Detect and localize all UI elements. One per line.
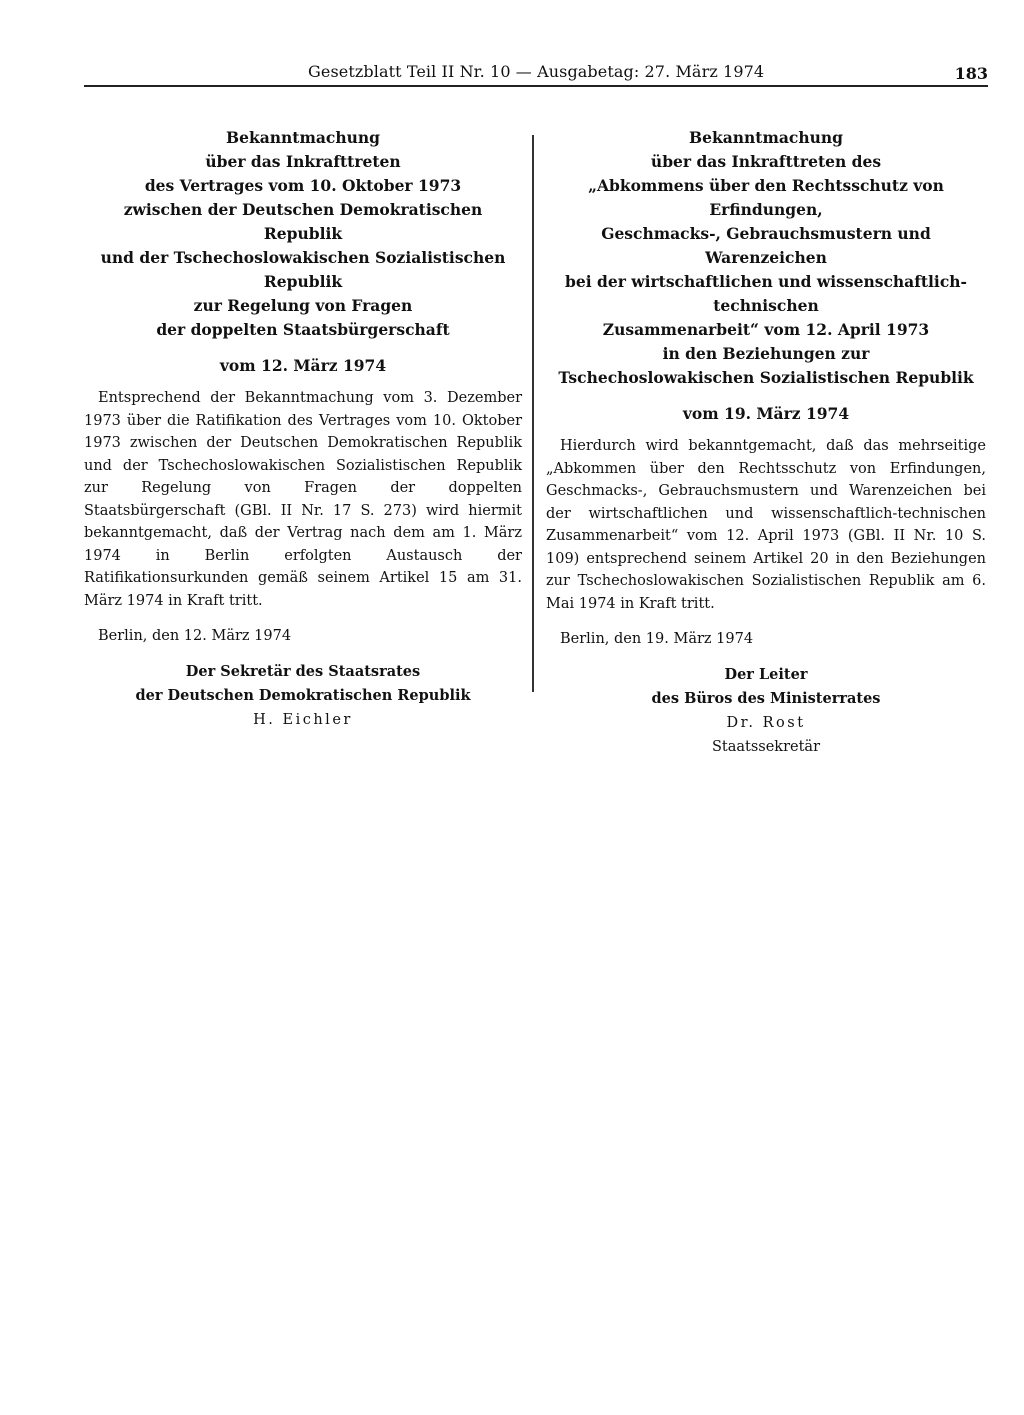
left-heading-line: der doppelten Staatsbürgerschaft xyxy=(156,320,450,339)
right-signature-title: Staatssekretär xyxy=(711,739,821,755)
right-heading-line: bei der wirtschaftlichen und wissenschaftlich-technischen xyxy=(565,272,967,315)
left-heading-line: Bekanntmachung xyxy=(226,128,380,147)
left-heading-line: und der Tschechoslowakischen Sozialistischen Republik xyxy=(100,248,506,291)
right-column xyxy=(546,126,986,759)
left-signature-line2: der Deutschen Demokratischen Republik xyxy=(135,687,471,704)
right-heading-line: in den Beziehungen zur xyxy=(662,344,870,363)
right-signature-line2: des Büros des Ministerrates xyxy=(651,690,881,707)
right-place-date: Berlin, den 19. März 1974 xyxy=(560,631,754,647)
right-signature-line1: Der Leiter xyxy=(724,666,808,683)
right-heading xyxy=(546,126,986,390)
right-heading-line: Tschechoslowakischen Sozialistischen Republik xyxy=(558,368,974,387)
header-title: Gesetzblatt Teil II Nr. 10 — Ausgabetag: 27. März 1974 xyxy=(308,62,765,81)
right-heading-line: Bekanntmachung xyxy=(689,128,843,147)
header-rule xyxy=(84,85,988,87)
left-heading-line: über das Inkrafttreten xyxy=(205,152,401,171)
column-divider xyxy=(532,135,534,692)
left-date: vom 12. März 1974 xyxy=(219,356,387,375)
left-place-date: Berlin, den 12. März 1974 xyxy=(98,628,292,644)
right-date: vom 19. März 1974 xyxy=(682,404,850,423)
left-heading-line: des Vertrages vom 10. Oktober 1973 xyxy=(144,176,462,195)
page-number: 183 xyxy=(954,64,988,83)
right-heading-line: Geschmacks-, Gebrauchsmustern und Warenzeichen xyxy=(601,224,931,267)
left-body: Entsprechend der Bekanntmachung vom 3. Dezember 1973 über die Ratifikation des Vertrages vom 10. Oktober 1973 zwischen der Deutschen Demokratischen Republik und der Tschechoslowakischen Sozialistischen Republik zur Regelung von Fragen der doppelten Staatsbürgerschaft (GBl. II Nr. 17 S. 273) wird hiermit bekanntgemacht, daß der Vertrag nach dem am 1. März 1974 in Berlin erfolgten Austausch der Ratifikationsurkunden gemäß seinem Artikel 15 am 31. März 1974 in Kraft tritt. xyxy=(84,390,522,609)
right-heading-line: Zusammenarbeit“ vom 12. April 1973 xyxy=(602,320,930,339)
right-signature-name: Dr. Rost xyxy=(726,715,806,731)
right-signature xyxy=(546,663,986,759)
left-signature-name: H. Eichler xyxy=(253,712,353,728)
left-signature-line1: Der Sekretär des Staatsrates xyxy=(185,663,421,680)
right-body: Hierdurch wird bekanntgemacht, daß das mehrseitige „Abkommen über den Rechtsschutz von Erfindungen, Geschmacks-, Gebrauchsmustern und Warenzeichen bei der wirtschaftlichen und wissenschaftlich-technischen Zusammenarbeit“ vom 12. April 1973 (GBl. II Nr. 10 S. 109) entsprechend seinem Artikel 20 in den Beziehungen zur Tschechoslowakischen Sozialistischen Republik am 6. Mai 1974 in Kraft tritt. xyxy=(546,438,986,612)
right-heading-line: über das Inkrafttreten des xyxy=(650,152,882,171)
page-header xyxy=(84,60,988,86)
left-heading-line: zur Regelung von Fragen xyxy=(193,296,413,315)
left-column xyxy=(84,126,522,732)
right-heading-line: „Abkommens über den Rechtsschutz von Erfindungen, xyxy=(588,176,944,219)
left-heading-line: zwischen der Deutschen Demokratischen Republik xyxy=(123,200,483,243)
left-signature xyxy=(84,660,522,732)
left-heading xyxy=(84,126,522,342)
